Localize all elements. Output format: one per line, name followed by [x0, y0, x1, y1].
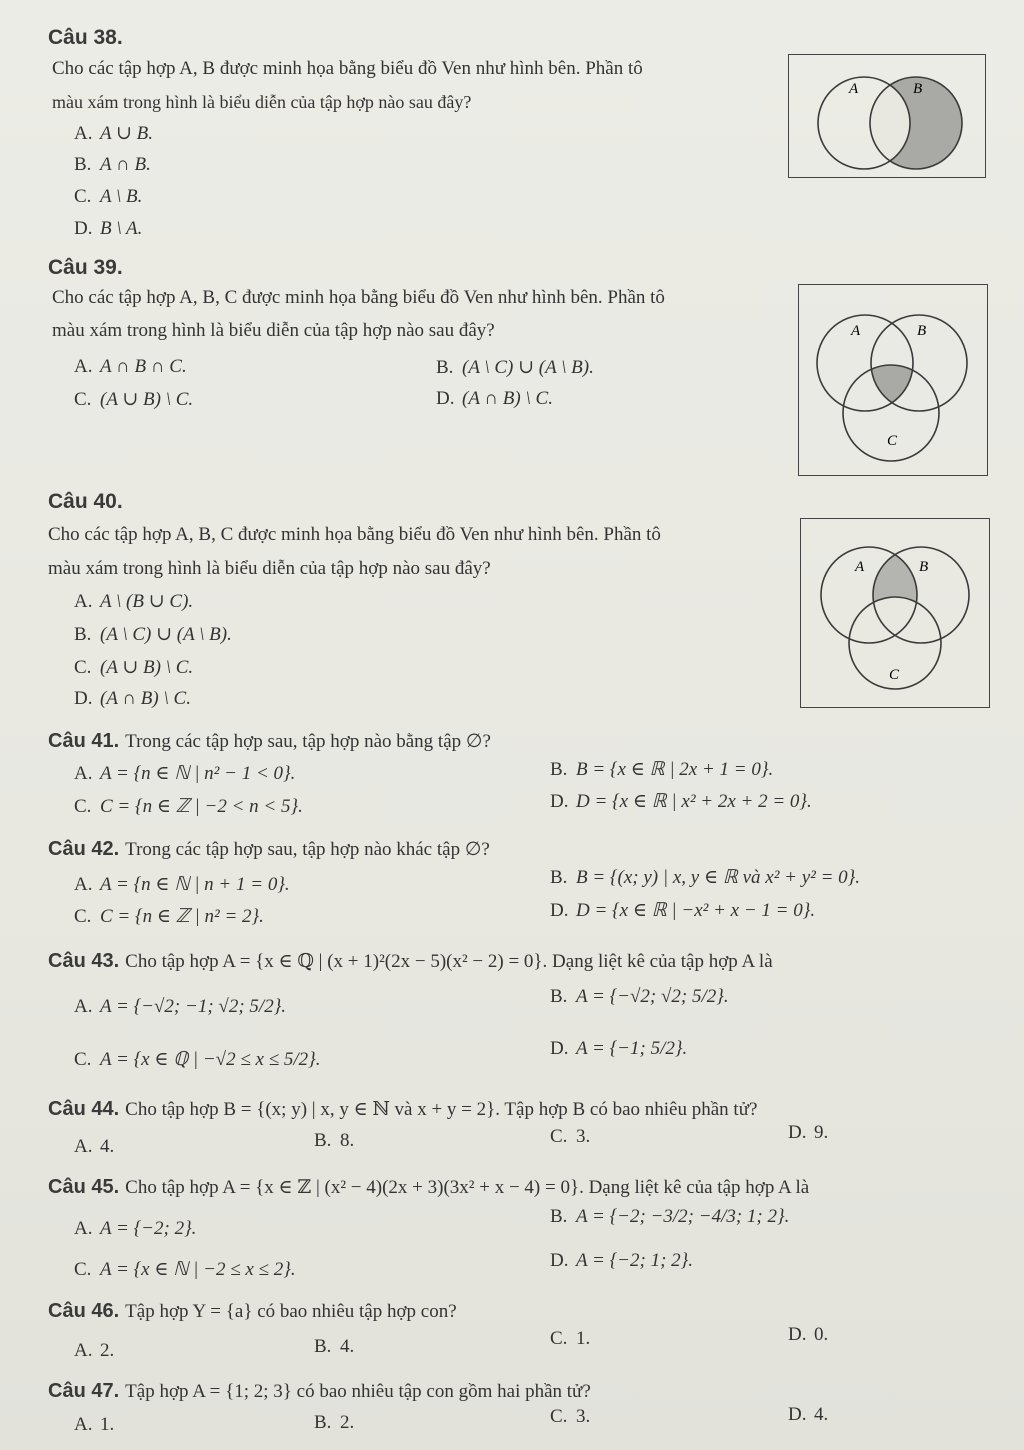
option-label: C.	[550, 1328, 568, 1349]
option-label: C.	[550, 1406, 568, 1427]
q47-option-a[interactable]	[74, 1414, 114, 1436]
option-text: 0.	[814, 1324, 829, 1345]
option-text: C = {n ∈ ℤ | n² = 2}.	[100, 906, 264, 927]
q41-option-c[interactable]	[74, 795, 303, 818]
q39-venn-diagram	[798, 284, 988, 476]
q41-number: Câu 41.	[48, 730, 120, 752]
q46-option-d[interactable]	[788, 1324, 828, 1346]
option-label: B.	[550, 759, 568, 780]
option-label: B.	[550, 986, 568, 1007]
option-text: 3.	[576, 1126, 591, 1147]
q43-option-b[interactable]	[550, 986, 729, 1008]
q45-option-a[interactable]	[74, 1218, 196, 1240]
venn-label-a: A	[851, 323, 861, 339]
q46-option-c[interactable]	[550, 1328, 590, 1350]
option-label: D.	[550, 900, 569, 921]
option-text: A = {−2; 1; 2}.	[576, 1250, 694, 1271]
q40-stem-line1: Cho các tập hợp A, B, C được minh họa bằng biểu đồ Ven như hình bên. Phần tô	[48, 524, 661, 545]
option-text: A = {x ∈ ℕ | −2 ≤ x ≤ 2}.	[100, 1259, 296, 1280]
option-text: (A ∩ B) \ C.	[100, 688, 191, 709]
q44-stem	[48, 1098, 757, 1121]
q39-stem-line1: Cho các tập hợp A, B, C được minh họa bằng biểu đồ Ven như hình bên. Phần tô	[52, 287, 665, 308]
option-text: A ∩ B.	[100, 154, 151, 175]
option-label: A.	[74, 874, 93, 895]
option-text: A = {−√2; −1; √2; 5/2}.	[100, 996, 287, 1017]
option-label: C.	[74, 657, 92, 678]
q42-stem-text: Trong các tập hợp sau, tập hợp nào khác tập ∅?	[125, 839, 490, 860]
q40-title: Câu 40.	[48, 490, 123, 513]
option-label: A.	[74, 1218, 93, 1239]
option-label: A.	[74, 996, 93, 1017]
option-text: A ∪ B.	[100, 123, 154, 144]
option-text: (A \ C) ∪ (A \ B).	[100, 624, 232, 645]
option-text: 3.	[576, 1406, 591, 1427]
q43-option-c[interactable]	[74, 1048, 321, 1071]
q40-stem-line2: màu xám trong hình là biểu diễn của tập hợp nào sau đây?	[48, 558, 491, 579]
q38-option-c[interactable]	[74, 186, 142, 208]
option-label: B.	[74, 154, 92, 175]
option-text: (A ∪ B) \ C.	[100, 389, 194, 410]
q47-stem	[48, 1380, 591, 1403]
option-text: 4.	[814, 1404, 829, 1425]
option-text: A = {n ∈ ℕ | n + 1 = 0}.	[100, 874, 290, 895]
q44-stem-text: Cho tập hợp B = {(x; y) | x, y ∈ ℕ và x + y = 2}. Tập hợp B có bao nhiêu phần tử?	[125, 1099, 758, 1120]
option-label: B.	[74, 624, 92, 645]
option-text: A = {x ∈ ℚ | −√2 ≤ x ≤ 5/2}.	[100, 1049, 321, 1070]
q38-stem-line1: Cho các tập hợp A, B được minh họa bằng biểu đồ Ven như hình bên. Phần tô	[52, 58, 643, 79]
option-label: B.	[436, 357, 454, 378]
option-label: C.	[74, 796, 92, 817]
option-text: 8.	[340, 1130, 355, 1151]
q38-option-a[interactable]	[74, 122, 153, 145]
option-text: B \ A.	[100, 218, 143, 239]
q39-option-a[interactable]	[74, 356, 187, 378]
q40-option-a[interactable]	[74, 590, 193, 613]
option-text: A = {n ∈ ℕ | n² − 1 < 0}.	[100, 763, 296, 784]
q42-option-c[interactable]	[74, 905, 264, 928]
venn-label-c: C	[889, 667, 900, 683]
venn-label-b: B	[919, 559, 929, 575]
option-label: B.	[314, 1130, 332, 1151]
option-text: 1.	[576, 1328, 591, 1349]
q44-option-b[interactable]	[314, 1130, 354, 1152]
q46-option-b[interactable]	[314, 1336, 354, 1358]
q42-option-d[interactable]	[550, 899, 815, 922]
option-label: C.	[74, 1049, 92, 1070]
option-text: (A ∩ B) \ C.	[462, 388, 553, 409]
option-text: D = {x ∈ ℝ | x² + 2x + 2 = 0}.	[576, 791, 812, 812]
option-label: D.	[550, 1038, 569, 1059]
q43-number: Câu 43.	[48, 950, 120, 972]
q47-option-b[interactable]	[314, 1412, 354, 1434]
option-text: 9.	[814, 1122, 829, 1143]
option-text: A = {−√2; √2; 5/2}.	[576, 986, 729, 1007]
option-label: D.	[74, 688, 93, 709]
option-label: D.	[788, 1122, 807, 1143]
option-text: 4.	[100, 1136, 115, 1157]
q38-title: Câu 38.	[48, 26, 123, 49]
q39-stem-line2: màu xám trong hình là biểu diễn của tập hợp nào sau đây?	[52, 320, 495, 341]
option-text: (A \ C) ∪ (A \ B).	[462, 357, 594, 378]
option-label: D.	[550, 791, 569, 812]
q42-option-a[interactable]	[74, 873, 290, 896]
q40-option-c[interactable]	[74, 656, 193, 679]
venn-label-a: A	[855, 559, 865, 575]
q46-stem-text: Tập hợp Y = {a} có bao nhiêu tập hợp con?	[125, 1301, 457, 1322]
q45-number: Câu 45.	[48, 1176, 120, 1198]
option-label: D.	[788, 1404, 807, 1425]
option-text: B = {(x; y) | x, y ∈ ℝ và x² + y² = 0}.	[576, 867, 861, 888]
q45-stem-text: Cho tập hợp A = {x ∈ ℤ | (x² − 4)(2x + 3)(3x² + x − 4) = 0}. Dạng liệt kê của tập hợp A là	[125, 1177, 810, 1198]
option-text: A = {−2; −3/2; −4/3; 1; 2}.	[576, 1206, 790, 1227]
q43-stem-text: Cho tập hợp A = {x ∈ ℚ | (x + 1)²(2x − 5)(x² − 2) = 0}. Dạng liệt kê của tập hợp A là	[125, 951, 773, 972]
q44-option-c[interactable]	[550, 1126, 590, 1148]
option-label: B.	[314, 1336, 332, 1357]
option-label: A.	[74, 1414, 93, 1435]
q38-option-b[interactable]	[74, 154, 151, 176]
q39-option-b[interactable]	[436, 356, 594, 379]
option-label: A.	[74, 123, 93, 144]
option-label: A.	[74, 1340, 93, 1361]
venn-label-b: B	[913, 81, 923, 97]
option-text: 1.	[100, 1414, 115, 1435]
q47-option-c[interactable]	[550, 1406, 590, 1428]
option-text: A \ (B ∪ C).	[100, 591, 194, 612]
option-label: A.	[74, 591, 93, 612]
q42-number: Câu 42.	[48, 838, 120, 860]
q46-stem	[48, 1300, 457, 1323]
q45-option-c[interactable]	[74, 1258, 296, 1281]
q41-option-a[interactable]	[74, 762, 295, 785]
option-label: B.	[550, 867, 568, 888]
q47-option-d[interactable]	[788, 1404, 828, 1426]
option-text: A ∩ B ∩ C.	[100, 356, 187, 377]
option-label: C.	[74, 186, 92, 207]
q39-option-c[interactable]	[74, 388, 193, 411]
q43-option-d[interactable]	[550, 1038, 687, 1060]
option-label: C.	[74, 389, 92, 410]
option-label: C.	[74, 1259, 92, 1280]
option-label: D.	[788, 1324, 807, 1345]
q38-stem-line2: màu xám trong hình là biểu diễn của tập hợp nào sau đây?	[52, 92, 472, 112]
q45-option-b[interactable]	[550, 1206, 789, 1228]
q41-option-d[interactable]	[550, 790, 812, 813]
q44-option-a[interactable]	[74, 1136, 114, 1158]
option-text: B = {x ∈ ℝ | 2x + 1 = 0}.	[576, 759, 774, 780]
q45-stem	[48, 1176, 809, 1199]
q47-stem-text: Tập hợp A = {1; 2; 3} có bao nhiêu tập con gồm hai phần tử?	[125, 1381, 591, 1402]
option-label: D.	[436, 388, 455, 409]
q45-option-d[interactable]	[550, 1250, 693, 1272]
q41-option-b[interactable]	[550, 758, 773, 781]
option-text: A = {−2; 2}.	[100, 1218, 197, 1239]
q40-option-b[interactable]	[74, 623, 232, 646]
q41-stem	[48, 730, 491, 753]
option-text: (A ∪ B) \ C.	[100, 657, 194, 678]
q47-number: Câu 47.	[48, 1380, 120, 1402]
option-label: A.	[74, 763, 93, 784]
option-label: D.	[74, 218, 93, 239]
option-text: D = {x ∈ ℝ | −x² + x − 1 = 0}.	[576, 900, 816, 921]
q38-venn-diagram	[788, 54, 986, 178]
venn-label-a: A	[849, 81, 859, 97]
option-label: A.	[74, 356, 93, 377]
q38-option-d[interactable]	[74, 218, 142, 240]
option-text: 4.	[340, 1336, 355, 1357]
q44-option-d[interactable]	[788, 1122, 828, 1144]
q40-option-d[interactable]	[74, 688, 191, 710]
option-text: A = {−1; 5/2}.	[576, 1038, 688, 1059]
option-text: 2.	[100, 1340, 115, 1361]
option-label: B.	[550, 1206, 568, 1227]
option-text: A \ B.	[100, 186, 143, 207]
option-label: C.	[74, 906, 92, 927]
q40-venn-diagram	[800, 518, 990, 708]
venn-label-b: B	[917, 323, 927, 339]
option-label: A.	[74, 1136, 93, 1157]
q42-stem	[48, 838, 490, 861]
q43-stem	[48, 950, 773, 973]
option-label: B.	[314, 1412, 332, 1433]
option-text: 2.	[340, 1412, 355, 1433]
option-label: D.	[550, 1250, 569, 1271]
q46-option-a[interactable]	[74, 1340, 114, 1362]
q42-option-b[interactable]	[550, 866, 860, 889]
set-a-circle	[817, 315, 913, 411]
venn-label-c: C	[887, 433, 898, 449]
q44-number: Câu 44.	[48, 1098, 120, 1120]
q43-option-a[interactable]	[74, 996, 286, 1018]
q39-title: Câu 39.	[48, 256, 123, 279]
q39-option-d[interactable]	[436, 388, 553, 410]
option-text: C = {n ∈ ℤ | −2 < n < 5}.	[100, 796, 303, 817]
q46-number: Câu 46.	[48, 1300, 120, 1322]
option-label: C.	[550, 1126, 568, 1147]
q41-stem-text: Trong các tập hợp sau, tập hợp nào bằng tập ∅?	[125, 731, 491, 752]
